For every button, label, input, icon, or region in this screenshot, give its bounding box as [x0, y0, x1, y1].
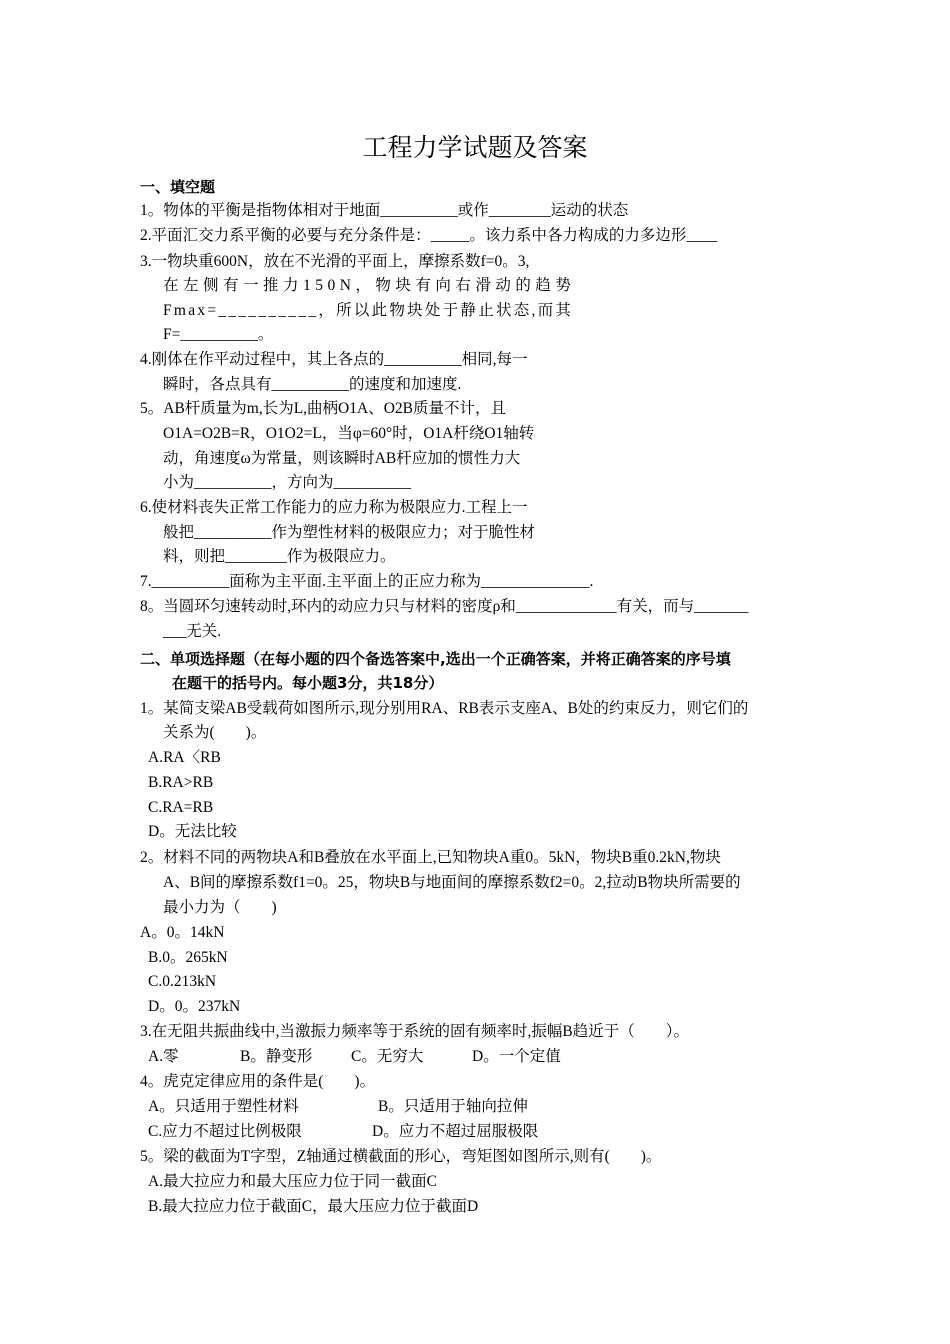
- choice-q4-option-d: D。应力不超过屈服极限: [372, 1123, 539, 1140]
- choice-q3-option-b: B。静变形: [240, 1048, 313, 1065]
- choice-q2-line3: 最小力为（ ): [163, 899, 277, 916]
- choice-q2-option-d: D。0。237kN: [148, 998, 241, 1015]
- choice-q1-option-c: C.RA=RB: [148, 799, 214, 816]
- choice-q4-option-c: C.应力不超过比例极限: [148, 1123, 302, 1140]
- fill-blank-q3-line2: 在 左 侧 有 一 推 力 1 5 0 N ， 物 块 有 向 右 滑 动 的 趋 势: [163, 277, 571, 294]
- choice-q3-option-c: C。无穷大: [351, 1048, 424, 1065]
- choice-q2-line2: A、B间的摩擦系数f1=0。25，物块B与地面间的摩擦系数f2=0。2,拉动B物块所需要的: [163, 874, 741, 891]
- fill-blank-q6-line1: 6.使材料丧失正常工作能力的应力称为极限应力.工程上一: [140, 499, 528, 516]
- fill-blank-q5-line3: 动，角速度ω为常量，则该瞬时AB杆应加的惯性力大: [163, 450, 521, 467]
- fill-blank-q3-line3: F m a x = _ _ _ _ _ _ _ _ _ _ ， 所 以 此 物 块 处 于 静 止 状 态 , 而 其: [163, 302, 571, 319]
- fill-blank-q2: 2.平面汇交力系平衡的必要与充分条件是：_____。该力系中各力构成的力多边形____: [140, 227, 718, 244]
- fill-blank-q5-line2: O1A=O2B=R，O1O2=L，当φ=60°时，O1A杆绕O1轴转: [163, 425, 535, 442]
- choice-q1-option-a: A.RA〈RB: [148, 749, 221, 766]
- choice-q1-line2: 关系为( )。: [163, 724, 267, 741]
- choice-q4-option-b: B。只适用于轴向拉伸: [378, 1098, 528, 1115]
- choice-q1-option-d: D。无法比较: [148, 823, 237, 840]
- fill-blank-q5-line1: 5。AB杆质量为m,长为L,曲柄O1A、O2B质量不计，且: [140, 400, 506, 417]
- fill-blank-q7: 7.__________面称为主平面.主平面上的正应力称为______________.: [140, 573, 594, 590]
- fill-blank-q6-line3: 料，则把________作为极限应力。: [163, 548, 396, 565]
- choice-q1-line1: 1。某简支梁AB受载荷如图所示,现分别用RA、RB表示支座A、B处的约束反力，则它们的: [140, 700, 749, 717]
- choice-q5-line1: 5。梁的截面为T字型，Z轴通过横截面的形心，弯矩图如图所示,则有( )。: [140, 1148, 662, 1165]
- section-heading-choice-line1: 二、单项选择题（在每小题的四个备选答案中,选出一个正确答案，并将正确答案的序号填: [140, 650, 731, 668]
- section-heading-fill-blank: 一、填空题: [140, 178, 216, 196]
- choice-q5-option-b: B.最大拉应力位于截面C，最大压应力位于截面D: [148, 1198, 479, 1215]
- choice-q2-line1: 2。材料不同的两物块A和B叠放在水平面上,已知物块A重0。5kN，物块B重0.2kN,物块: [140, 849, 721, 866]
- choice-q2-option-b: B.0。265kN: [148, 949, 228, 966]
- fill-blank-q3-line4: F=__________。: [163, 326, 274, 343]
- section-heading-choice-line2: 在题干的括号内。每小题3分，共18分）: [172, 674, 444, 692]
- fill-blank-q6-line2: 般把__________作为塑性材料的极限应力；对于脆性材: [163, 524, 536, 541]
- choice-q2-option-a: A。0。14kN: [140, 924, 225, 941]
- fill-blank-q1: 1。物体的平衡是指物体相对于地面__________或作________运动的状态: [140, 202, 629, 219]
- page-title: 工程力学试题及答案: [362, 133, 588, 162]
- choice-q3-option-a: A.零: [148, 1048, 179, 1065]
- choice-q4-line1: 4。虎克定律应用的条件是( )。: [140, 1073, 376, 1090]
- fill-blank-q4-line2: 瞬时，各点具有__________的速度和加速度.: [163, 376, 462, 393]
- fill-blank-q8-line2: ___无关.: [163, 623, 222, 640]
- choice-q3-option-d: D。一个定值: [472, 1048, 561, 1065]
- fill-blank-q3-line1: 3.一物块重600N，放在不光滑的平面上，摩擦系数f=0。3,: [140, 253, 530, 270]
- choice-q4-option-a: A。只适用于塑性材料: [148, 1098, 299, 1115]
- fill-blank-q4-line1: 4.刚体在作平动过程中，其上各点的__________相同,每一: [140, 351, 528, 368]
- choice-q2-option-c: C.0.213kN: [148, 973, 217, 990]
- fill-blank-q5-line4: 小为__________，方向为__________: [163, 474, 412, 491]
- fill-blank-q8-line1: 8。当圆环匀速转动时,环内的动应力只与材料的密度ρ和_____________有关，而与_______: [140, 598, 749, 615]
- choice-q1-option-b: B.RA>RB: [148, 774, 214, 791]
- choice-q5-option-a: A.最大拉应力和最大压应力位于同一截面C: [148, 1173, 437, 1190]
- choice-q3-line1: 3.在无阻共振曲线中,当激振力频率等于系统的固有频率时,振幅B趋近于（ ）。: [140, 1023, 689, 1040]
